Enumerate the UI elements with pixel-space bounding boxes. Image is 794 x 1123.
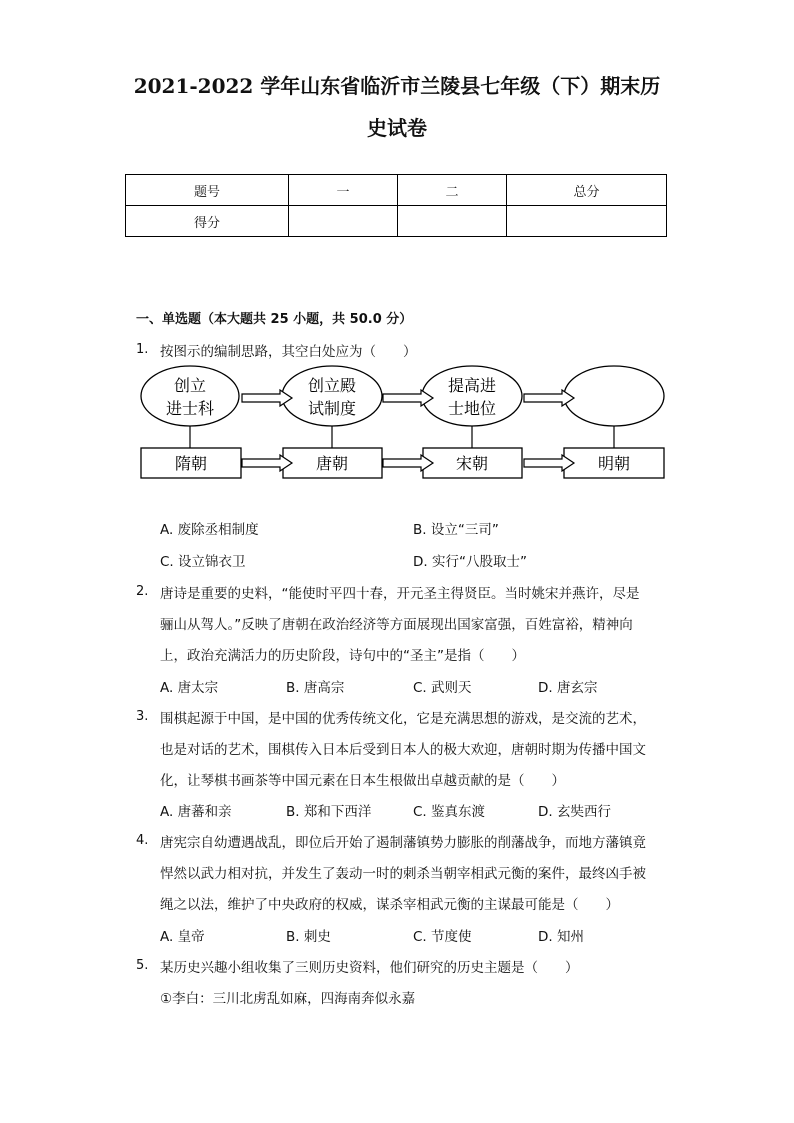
oval-node-1 (141, 366, 239, 426)
box-text: 明朝 (597, 454, 631, 473)
option-c[interactable]: C. 节度使 (413, 929, 472, 945)
question-number: 1. (136, 342, 149, 357)
oval-text: 提高进 (447, 376, 497, 395)
question-number: 3. (136, 709, 149, 724)
option-b[interactable]: B. 刺史 (286, 929, 331, 945)
question-text: 绳之以法，维护了中央政府的权威，谋杀宰相武元衡的主谋最可能是（ ） (160, 897, 619, 913)
question-text: 唐宪宗自幼遭遇战乱，即位后开始了遏制藩镇势力膨胀的削藩战争，而地方藩镇竟 (160, 835, 646, 851)
dynasty-box-1 (141, 448, 241, 478)
option-d[interactable]: D. 实行“八股取士” (413, 554, 527, 570)
oval-text: 进士科 (165, 399, 215, 418)
question-text: 某历史兴趣小组收集了三则历史资料，他们研究的历史主题是（ ） (160, 960, 579, 976)
option-b[interactable]: B. 设立“三司” (413, 522, 499, 538)
box-text: 隋朝 (174, 454, 208, 473)
question-text: 唐诗是重要的史料，“能使时平四十春，开元圣主得贤臣。当时姚宋并燕许，尽是 (160, 586, 640, 602)
oval-text: 创立 (173, 376, 207, 395)
oval-node-2 (282, 366, 382, 426)
oval-text: 创立殿 (307, 376, 357, 395)
score-header-cell: 题号 (126, 175, 289, 206)
option-a[interactable]: A. 废除丞相制度 (160, 522, 259, 538)
exam-title-line1: 2021-2022 学年山东省临沂市兰陵县七年级（下）期末历 (133, 74, 661, 98)
flow-diagram (138, 364, 668, 484)
option-d[interactable]: D. 知州 (538, 929, 584, 945)
score-cell (507, 206, 667, 237)
option-c[interactable]: C. 鉴真东渡 (413, 804, 486, 820)
box-text: 唐朝 (315, 454, 349, 473)
option-a[interactable]: A. 皇帝 (160, 929, 205, 945)
score-header-cell: 二 (398, 175, 507, 206)
oval-node-blank (564, 366, 664, 426)
score-table-header-row (126, 175, 667, 206)
question-text: 骊山从驾人。”反映了唐朝在政治经济等方面展现出国家富强，百姓富裕，精神向 (160, 617, 633, 633)
option-c[interactable]: C. 武则天 (413, 680, 472, 696)
question-text: 化，让琴棋书画茶等中国元素在日本生根做出卓越贡献的是（ ） (160, 773, 565, 789)
score-cell (289, 206, 398, 237)
oval-text: 士地位 (447, 399, 497, 418)
option-d[interactable]: D. 玄奘西行 (538, 804, 611, 820)
arrow-right-icon (383, 390, 433, 406)
arrow-right-icon (524, 455, 574, 471)
option-b[interactable]: B. 唐高宗 (286, 680, 345, 696)
arrow-right-icon (524, 390, 574, 406)
option-c[interactable]: C. 设立锦衣卫 (160, 554, 246, 570)
option-b[interactable]: B. 郑和下西洋 (286, 804, 372, 820)
question-text: 按图示的编制思路，其空白处应为（ ） (160, 344, 417, 360)
dynasty-box-3 (423, 448, 522, 478)
question-number: 5. (136, 958, 149, 973)
dynasty-box-4 (564, 448, 664, 478)
arrow-right-icon (383, 455, 433, 471)
exam-title-line2: 史试卷 (367, 116, 427, 140)
score-table (125, 174, 667, 237)
question-text: 悍然以武力相对抗，并发生了轰动一时的刺杀当朝宰相武元衡的案件，最终凶手被 (160, 866, 646, 882)
score-cell (398, 206, 507, 237)
question-number: 4. (136, 833, 149, 848)
box-text: 宋朝 (455, 454, 489, 473)
option-a[interactable]: A. 唐蕃和亲 (160, 804, 232, 820)
score-header-cell: 总分 (507, 175, 667, 206)
oval-node-3 (422, 366, 522, 426)
score-table-score-row (126, 206, 667, 237)
arrow-right-icon (242, 455, 292, 471)
question-text: ①李白：三川北虏乱如麻，四海南奔似永嘉 (160, 991, 416, 1007)
oval-text: 试制度 (307, 399, 357, 418)
section-heading: 一、单选题（本大题共 25 小题，共 50.0 分） (136, 312, 413, 327)
dynasty-box-2 (283, 448, 382, 478)
question-text: 围棋起源于中国，是中国的优秀传统文化，它是充满思想的游戏，是交流的艺术， (160, 711, 646, 727)
arrow-right-icon (242, 390, 292, 406)
question-text: 也是对话的艺术，围棋传入日本后受到日本人的极大欢迎，唐朝时期为传播中国文 (160, 742, 646, 758)
option-d[interactable]: D. 唐玄宗 (538, 680, 598, 696)
question-number: 2. (136, 584, 149, 599)
score-header-cell: 一 (289, 175, 398, 206)
question-text: 上，政治充满活力的历史阶段，诗句中的“圣主”是指（ ） (160, 648, 525, 664)
score-row-label: 得分 (126, 206, 289, 237)
option-a[interactable]: A. 唐太宗 (160, 680, 219, 696)
